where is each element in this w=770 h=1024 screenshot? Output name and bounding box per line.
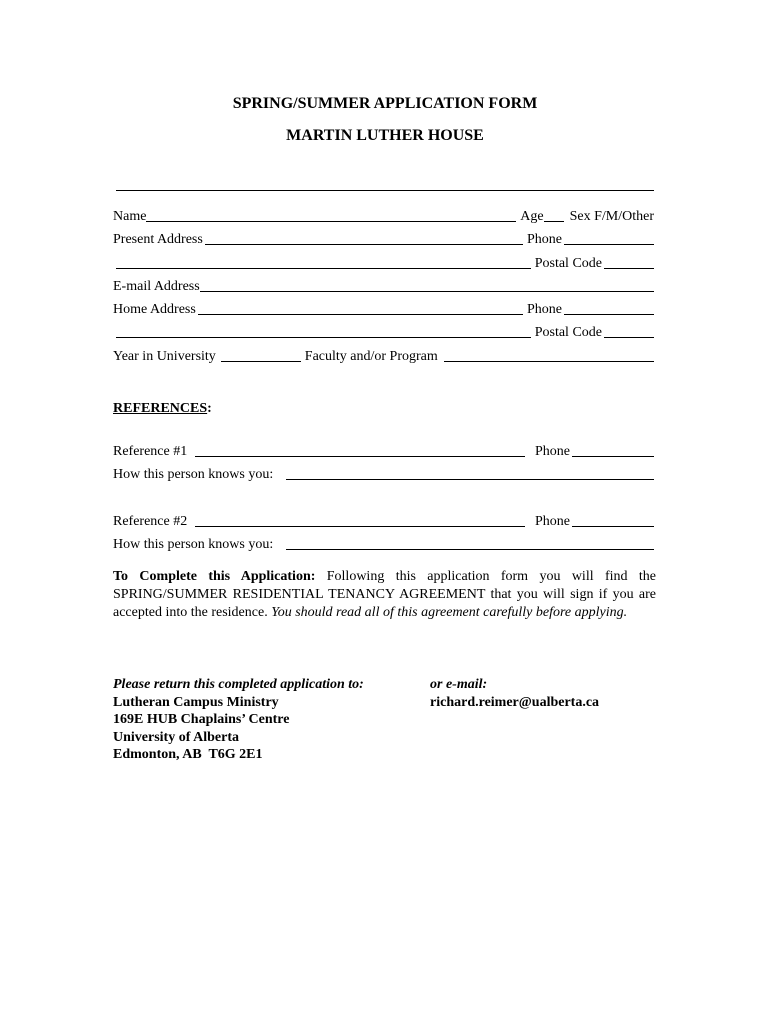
home-address-row — [113, 300, 654, 318]
age-label: Age — [520, 209, 544, 224]
return-line-office: 169E HUB Chaplains’ Centre — [113, 712, 290, 727]
reference-2-label: Reference #2 — [113, 514, 188, 529]
name-label: Name — [113, 209, 147, 224]
home-postal-field[interactable] — [604, 337, 654, 338]
reference-1-phone-label: Phone — [535, 444, 570, 459]
reference-1-phone-field[interactable] — [572, 456, 654, 457]
reference-1-field[interactable] — [195, 456, 525, 457]
return-address-block — [113, 676, 364, 764]
name-row — [113, 207, 654, 225]
home-postal-code-label: Postal Code — [534, 325, 602, 340]
contact-email-link[interactable]: richard.reimer@ualberta.ca — [430, 694, 600, 710]
reference-2-knows-label: How this person knows you: — [113, 537, 274, 552]
home-address-line2-field[interactable] — [116, 337, 531, 338]
email-label: E-mail Address — [113, 279, 200, 294]
home-phone-field[interactable] — [564, 314, 654, 315]
return-line-city: Edmonton, AB T6G 2E1 — [113, 747, 263, 762]
sex-label: Sex F/M/Other — [569, 209, 654, 224]
home-address-label: Home Address — [113, 302, 196, 317]
instructions-paragraph — [113, 568, 656, 622]
year-label: Year in University — [113, 349, 216, 364]
home-phone-label: Phone — [527, 302, 562, 317]
return-line-org: Lutheran Campus Ministry — [113, 694, 279, 710]
references-heading-colon: : — [207, 401, 212, 416]
instructions-italic: You should read all of this agreement carefully before applying. — [271, 605, 628, 620]
present-address-row — [113, 230, 654, 248]
email-block — [430, 676, 599, 711]
email-row — [113, 277, 654, 295]
present-address-field[interactable] — [205, 244, 523, 245]
return-heading: Please return this completed application to: — [113, 677, 364, 692]
reference-2-row — [113, 512, 654, 530]
reference-2-knows-row — [113, 535, 654, 553]
faculty-field[interactable] — [444, 361, 654, 362]
reference-2-field[interactable] — [195, 526, 525, 527]
present-phone-field[interactable] — [564, 244, 654, 245]
reference-1-knows-label: How this person knows you: — [113, 467, 274, 482]
present-address-line2-field[interactable] — [116, 268, 531, 269]
home-address-field[interactable] — [198, 314, 523, 315]
present-postal-row — [113, 254, 654, 272]
reference-2-knows-field[interactable] — [286, 549, 654, 550]
top-blank-line[interactable] — [116, 190, 654, 191]
age-field[interactable] — [544, 221, 564, 222]
present-address-label: Present Address — [113, 232, 203, 247]
phone-label: Phone — [527, 232, 562, 247]
reference-1-knows-field[interactable] — [286, 479, 654, 480]
reference-2-phone-field[interactable] — [572, 526, 654, 527]
instructions-body: Following this application form you will find the SPRING/SUMMER RESIDENTIAL TENANCY AGREEMENT that you will sign if you are accepted into the residence. — [113, 569, 656, 620]
reference-1-row — [113, 442, 654, 460]
present-postal-field[interactable] — [604, 268, 654, 269]
postal-code-label: Postal Code — [534, 256, 602, 271]
instructions-lead: To Complete this Application: — [113, 569, 316, 584]
year-field[interactable] — [221, 361, 301, 362]
reference-1-label: Reference #1 — [113, 444, 188, 459]
email-field[interactable] — [200, 291, 654, 292]
name-field[interactable] — [146, 221, 516, 222]
return-line-university: University of Alberta — [113, 729, 239, 745]
references-heading-text: REFERENCES — [113, 401, 208, 416]
reference-2-phone-label: Phone — [535, 514, 570, 529]
reference-1-knows-row — [113, 465, 654, 483]
home-postal-row — [113, 323, 654, 341]
references-heading — [113, 401, 212, 417]
form-subtitle: MARTIN LUTHER HOUSE — [286, 127, 484, 144]
year-faculty-row — [113, 347, 654, 365]
form-title: SPRING/SUMMER APPLICATION FORM — [232, 95, 538, 112]
faculty-label: Faculty and/or Program — [304, 349, 438, 364]
email-heading: or e-mail: — [430, 677, 488, 692]
